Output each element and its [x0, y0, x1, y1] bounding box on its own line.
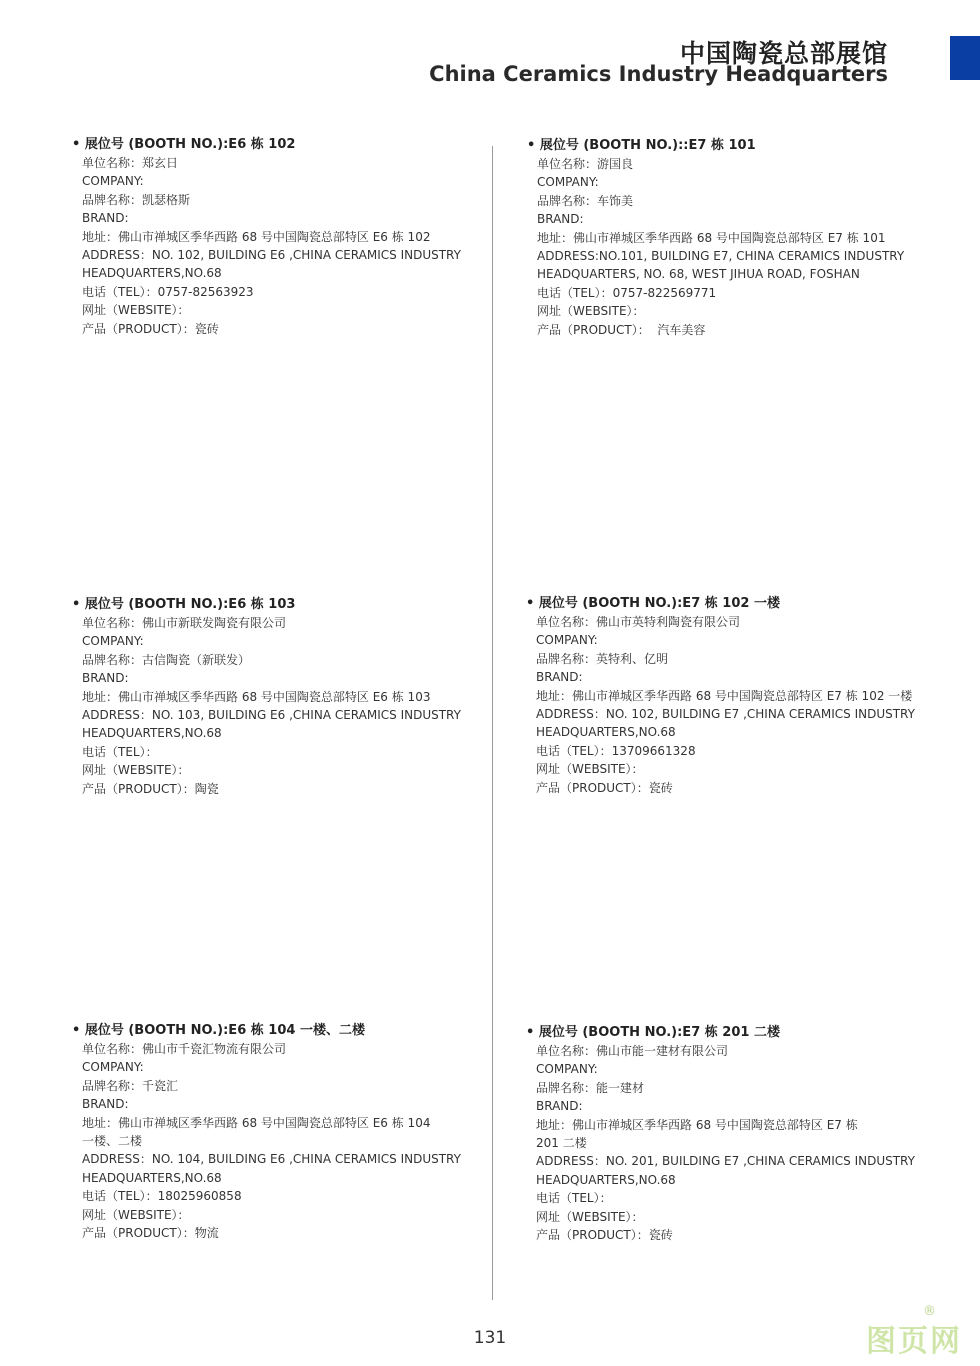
- booth-number: • 展位号 (BOOTH NO.)::E7 栋 101: [527, 138, 756, 153]
- entry-detail-line: 产品（PRODUCT）：瓷砖: [536, 1228, 673, 1243]
- entry-detail-line: COMPANY:: [82, 634, 144, 649]
- entry-detail-line: 产品（PRODUCT）： 汽车美容: [537, 322, 706, 337]
- entry-detail-line: 电话（TEL）：: [536, 1191, 612, 1206]
- entry-detail-line: BRAND:: [82, 211, 129, 226]
- exhibitor-entry: [526, 595, 926, 797]
- entry-detail-line: 网址（WEBSITE）：: [536, 1209, 644, 1224]
- entry-detail-line: COMPANY:: [536, 633, 598, 648]
- booth-number: • 展位号 (BOOTH NO.):E6 栋 103: [72, 597, 296, 612]
- booth-number: • 展位号 (BOOTH NO.):E7 栋 201 二楼: [526, 1025, 780, 1040]
- entry-detail-line: 单位名称：佛山市千瓷汇物流有限公司: [82, 1042, 287, 1056]
- entry-detail-line: 电话（TEL）：: [82, 744, 158, 759]
- entry-detail-line: 品牌名称：凯瑟格斯: [82, 192, 191, 207]
- entry-detail-line: 地址：佛山市禅城区季华西路 68 号中国陶瓷总部特区 E6 栋 104: [82, 1115, 431, 1130]
- entry-detail-line: ADDRESS：NO. 102, BUILDING E7 ,CHINA CERAMICS INDUSTRY: [536, 707, 915, 722]
- entry-detail-line: 地址：佛山市禅城区季华西路 68 号中国陶瓷总部特区 E7 栋: [536, 1117, 858, 1132]
- exhibitor-entry: [72, 596, 472, 798]
- entry-detail-line: 一楼、二楼: [82, 1134, 143, 1149]
- entry-detail-line: 电话（TEL）：13709661328: [536, 743, 696, 758]
- entry-detail-line: 品牌名称：英特利、亿明: [536, 651, 669, 666]
- entry-detail-line: BRAND:: [536, 1099, 583, 1114]
- entry-detail-line: 单位名称：郑玄日: [82, 156, 179, 170]
- entry-detail-line: HEADQUARTERS,NO.68: [536, 725, 676, 740]
- registered-mark: ®: [923, 1304, 936, 1319]
- column-divider: [492, 146, 493, 1300]
- page-title-en: China Ceramics Industry Headquarters: [429, 62, 888, 86]
- exhibitor-entry: [72, 136, 472, 338]
- entry-detail-line: 地址：佛山市禅城区季华西路 68 号中国陶瓷总部特区 E7 栋 101: [537, 230, 886, 245]
- entry-detail-line: 产品（PRODUCT）：瓷砖: [536, 780, 673, 795]
- entry-detail-line: 电话（TEL）：0757-822569771: [537, 285, 717, 300]
- entry-detail-line: 单位名称：游国良: [537, 157, 634, 171]
- entry-detail-line: BRAND:: [82, 671, 129, 686]
- entry-detail-line: 品牌名称：千瓷汇: [82, 1078, 179, 1093]
- section-tab: [950, 36, 980, 80]
- watermark-logo: 图页网: [866, 1324, 962, 1359]
- entry-detail-line: 品牌名称：车饰美: [537, 193, 634, 208]
- entry-detail-line: 产品（PRODUCT）：物流: [82, 1226, 219, 1241]
- exhibitor-entry: [527, 137, 927, 339]
- entry-detail-line: ADDRESS：NO. 104, BUILDING E6 ,CHINA CERAMICS INDUSTRY: [82, 1152, 461, 1167]
- entry-detail-line: 网址（WEBSITE）：: [537, 304, 645, 319]
- entry-detail-line: HEADQUARTERS,NO.68: [82, 1170, 222, 1185]
- entry-detail-line: 单位名称：佛山市能一建材有限公司: [536, 1044, 729, 1058]
- entry-detail-line: 网址（WEBSITE）：: [82, 763, 190, 778]
- entry-detail-line: 单位名称：佛山市英特利陶瓷有限公司: [536, 615, 741, 629]
- entry-detail-line: BRAND:: [537, 212, 584, 227]
- entry-detail-line: BRAND:: [82, 1097, 129, 1112]
- entry-detail-line: HEADQUARTERS,NO.68: [536, 1172, 676, 1187]
- entry-detail-line: COMPANY:: [537, 175, 599, 190]
- entry-detail-line: HEADQUARTERS,NO.68: [82, 726, 222, 741]
- entry-detail-line: COMPANY:: [82, 174, 144, 189]
- page-number: 131: [473, 1328, 507, 1348]
- entry-detail-line: HEADQUARTERS, NO. 68, WEST JIHUA ROAD, FOSHAN: [537, 267, 860, 282]
- entry-detail-line: ADDRESS：NO. 201, BUILDING E7 ,CHINA CERAMICS INDUSTRY: [536, 1154, 915, 1169]
- entry-detail-line: HEADQUARTERS,NO.68: [82, 266, 222, 281]
- exhibitor-entry: [72, 1022, 472, 1242]
- page-title-cn: 中国陶瓷总部展馆: [679, 39, 888, 68]
- entry-detail-line: 电话（TEL）：0757-82563923: [82, 284, 254, 299]
- entry-detail-line: COMPANY:: [536, 1062, 598, 1077]
- booth-number: • 展位号 (BOOTH NO.):E6 栋 104 一楼、二楼: [72, 1023, 365, 1038]
- entry-detail-line: 网址（WEBSITE）：: [82, 303, 190, 318]
- entry-detail-line: ADDRESS：NO. 103, BUILDING E6 ,CHINA CERAMICS INDUSTRY: [82, 708, 461, 723]
- entry-detail-line: ADDRESS:NO.101, BUILDING E7, CHINA CERAMICS INDUSTRY: [537, 249, 905, 264]
- entry-detail-line: 地址：佛山市禅城区季华西路 68 号中国陶瓷总部特区 E6 栋 103: [82, 689, 431, 704]
- entry-detail-line: 地址：佛山市禅城区季华西路 68 号中国陶瓷总部特区 E7 栋 102 一楼: [536, 688, 913, 703]
- entry-detail-line: 产品（PRODUCT）：瓷砖: [82, 321, 219, 336]
- entry-detail-line: ADDRESS：NO. 102, BUILDING E6 ,CHINA CERAMICS INDUSTRY: [82, 248, 461, 263]
- exhibitor-entry: [526, 1024, 926, 1244]
- entry-detail-line: 201 二楼: [536, 1136, 587, 1151]
- entry-detail-line: 网址（WEBSITE）：: [536, 762, 644, 777]
- entry-detail-line: 单位名称：佛山市新联发陶瓷有限公司: [82, 616, 287, 630]
- entry-detail-line: 产品（PRODUCT）：陶瓷: [82, 781, 219, 796]
- entry-detail-line: 地址：佛山市禅城区季华西路 68 号中国陶瓷总部特区 E6 栋 102: [82, 229, 431, 244]
- entry-detail-line: BRAND:: [536, 670, 583, 685]
- entry-detail-line: COMPANY:: [82, 1060, 144, 1075]
- entry-detail-line: 品牌名称：能一建材: [536, 1080, 645, 1095]
- booth-number: • 展位号 (BOOTH NO.):E7 栋 102 一楼: [526, 596, 780, 611]
- booth-number: • 展位号 (BOOTH NO.):E6 栋 102: [72, 137, 296, 152]
- entry-detail-line: 品牌名称：古信陶瓷（新联发）: [82, 652, 251, 667]
- entry-detail-line: 电话（TEL）：18025960858: [82, 1189, 242, 1204]
- entry-detail-line: 网址（WEBSITE）：: [82, 1207, 190, 1222]
